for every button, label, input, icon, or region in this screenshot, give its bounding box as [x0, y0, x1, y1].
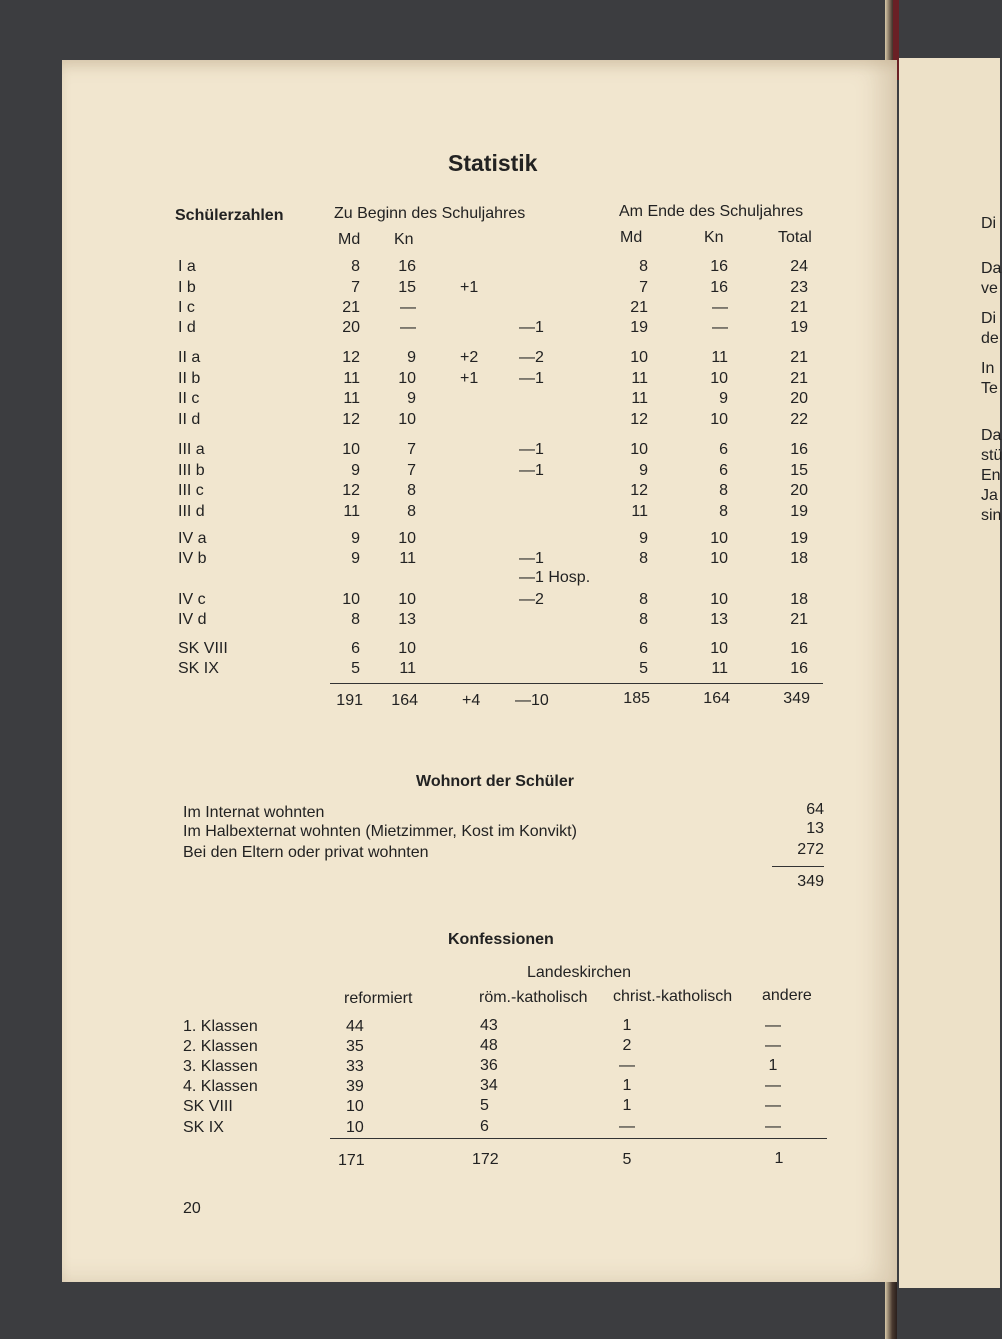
total-value: 21: [790, 349, 808, 366]
begin-kn-value: 9: [407, 349, 416, 366]
reformiert-value: 10: [346, 1119, 364, 1136]
reformiert-value: 44: [346, 1018, 364, 1035]
end-kn-value: 10: [710, 411, 728, 428]
christ-kath-value: —: [619, 1057, 635, 1074]
begin-md-value: 11: [343, 390, 360, 407]
konfession-class-label: SK VIII: [183, 1098, 233, 1115]
right-text: Di: [981, 215, 997, 232]
end-md-value: 12: [630, 482, 648, 499]
right-text: En: [981, 467, 1001, 484]
minus-value: —1 Hosp.: [519, 569, 591, 586]
class-label: SK VIII: [178, 640, 228, 657]
right-text: Da: [981, 260, 1002, 277]
minus-value: —1: [519, 550, 544, 567]
end-heading: Am Ende des Schuljahres: [619, 203, 804, 220]
begin-md-value: 8: [351, 611, 360, 628]
class-label: II b: [178, 370, 201, 387]
minus-value: —1: [519, 370, 544, 387]
end-kn-value: —: [712, 299, 728, 316]
end-md-value: 9: [639, 530, 648, 547]
roem-kath-value: 6: [480, 1118, 489, 1135]
end-md-value: 19: [630, 319, 648, 336]
andere-value: —: [765, 1077, 781, 1094]
begin-heading: Zu Beginn des Schuljahres: [334, 205, 526, 222]
begin-kn-value: 8: [407, 482, 416, 499]
konfession-class-label: 4. Klassen: [183, 1078, 258, 1095]
begin-kn-value: —: [400, 319, 416, 336]
reformiert-value: 33: [346, 1058, 364, 1075]
roem-kath-value: 36: [480, 1057, 498, 1074]
begin-md-value: 9: [351, 530, 360, 547]
andere-value: —: [765, 1017, 781, 1034]
end-kn-value: 10: [710, 530, 728, 547]
total-value: 16: [790, 441, 808, 458]
begin-md-value: 6: [351, 640, 360, 657]
schuelerzahlen-heading: Schülerzahlen: [175, 207, 284, 224]
total-value: 21: [790, 611, 808, 628]
reformiert-value: 10: [346, 1098, 364, 1115]
end-kn-value: 10: [710, 370, 728, 387]
end-md-value: 21: [630, 299, 648, 316]
col-reformiert: reformiert: [344, 990, 413, 1007]
end-md-value: 7: [639, 279, 648, 296]
class-label: SK IX: [178, 660, 219, 677]
col-kn: Kn: [394, 231, 414, 248]
begin-kn-value: —: [400, 299, 416, 316]
wohnort-value: 13: [806, 820, 824, 837]
total-value: 21: [790, 299, 808, 316]
total-value: 24: [790, 258, 808, 275]
plus-total: +4: [462, 692, 481, 709]
roem-kath-value: 43: [480, 1017, 498, 1034]
begin-md-value: 12: [342, 482, 360, 499]
begin-md-value: 7: [351, 279, 360, 296]
begin-kn-value: 10: [398, 411, 416, 428]
begin-kn-value: 8: [407, 503, 416, 520]
class-label: IV c: [178, 591, 206, 608]
konfessionen-heading: Konfessionen: [448, 931, 554, 948]
page-number: 20: [183, 1200, 201, 1217]
minus-value: —1: [519, 441, 544, 458]
end-kn-value: 10: [710, 550, 728, 567]
begin-md-total: 191: [336, 692, 363, 709]
class-label: IV b: [178, 550, 207, 567]
end-md-total: 185: [623, 690, 650, 707]
begin-kn-value: 10: [398, 591, 416, 608]
andere-value: —: [765, 1118, 781, 1135]
begin-md-value: 8: [351, 258, 360, 275]
andere-value: —: [765, 1037, 781, 1054]
minus-value: —1: [519, 319, 544, 336]
right-text: stü: [981, 447, 1002, 464]
class-label: II a: [178, 349, 201, 366]
wohnort-label: Im Halbexternat wohnten (Mietzimmer, Kost im Konvikt): [183, 823, 577, 840]
end-md-value: 9: [639, 462, 648, 479]
right-text: Da: [981, 427, 1002, 444]
christ-kath-total: 5: [622, 1151, 632, 1168]
christ-kath-value: 1: [622, 1077, 632, 1094]
wohnort-value: 64: [806, 801, 824, 818]
minus-value: —2: [519, 349, 544, 366]
end-kn-value: 10: [710, 640, 728, 657]
right-text: In: [981, 360, 995, 377]
end-kn-value: —: [712, 319, 728, 336]
end-kn-value: 6: [719, 462, 728, 479]
total-value: 19: [790, 503, 808, 520]
reformiert-total: 171: [338, 1152, 365, 1169]
begin-kn-value: 10: [398, 640, 416, 657]
end-kn-value: 11: [711, 660, 728, 677]
class-label: I d: [178, 319, 196, 336]
end-md-value: 11: [631, 390, 648, 407]
end-md-value: 5: [639, 660, 648, 677]
plus-value: +1: [460, 370, 479, 387]
konfessionen-rule: [330, 1138, 827, 1139]
landeskirchen-label: Landeskirchen: [527, 964, 632, 981]
end-md-value: 11: [631, 370, 648, 387]
begin-kn-value: 11: [399, 660, 416, 677]
class-label: IV d: [178, 611, 207, 628]
total-value: 20: [790, 390, 808, 407]
end-kn-total: 164: [703, 690, 730, 707]
end-kn-value: 13: [710, 611, 728, 628]
class-label: IV a: [178, 530, 207, 547]
end-kn-value: 11: [711, 349, 728, 366]
total-value: 21: [790, 370, 808, 387]
col-total: Total: [778, 229, 812, 246]
begin-kn-value: 10: [398, 370, 416, 387]
total-value: 15: [790, 462, 808, 479]
roem-kath-value: 34: [480, 1077, 498, 1094]
total-value: 16: [790, 640, 808, 657]
andere-value: 1: [768, 1057, 778, 1074]
totals-rule: [330, 683, 823, 684]
roem-kath-total: 172: [472, 1151, 499, 1168]
plus-value: +2: [460, 349, 479, 366]
begin-md-value: 21: [342, 299, 360, 316]
minus-value: —2: [519, 591, 544, 608]
konfession-class-label: 1. Klassen: [183, 1018, 258, 1035]
class-label: I c: [178, 299, 195, 316]
roem-kath-value: 48: [480, 1037, 498, 1054]
class-label: II c: [178, 390, 200, 407]
roem-kath-value: 5: [480, 1097, 489, 1114]
col-kn-end: Kn: [704, 229, 724, 246]
begin-md-value: 12: [342, 411, 360, 428]
begin-kn-value: 10: [398, 530, 416, 547]
wohnort-label: Bei den Eltern oder privat wohnten: [183, 844, 429, 861]
christ-kath-value: 2: [622, 1037, 632, 1054]
end-kn-value: 16: [710, 258, 728, 275]
total-value: 19: [790, 319, 808, 336]
total-value: 20: [790, 482, 808, 499]
end-kn-value: 16: [710, 279, 728, 296]
begin-md-value: 5: [351, 660, 360, 677]
begin-md-value: 10: [342, 591, 360, 608]
end-md-value: 10: [630, 349, 648, 366]
begin-md-value: 11: [343, 370, 360, 387]
right-page: [899, 58, 1000, 1288]
end-md-value: 11: [631, 503, 648, 520]
end-md-value: 8: [639, 611, 648, 628]
begin-md-value: 9: [351, 462, 360, 479]
col-roem-kath: röm.-katholisch: [479, 989, 588, 1006]
right-text: Di: [981, 310, 997, 327]
begin-md-value: 20: [342, 319, 360, 336]
begin-md-value: 12: [342, 349, 360, 366]
konfession-class-label: SK IX: [183, 1119, 224, 1136]
wohnort-total: 349: [797, 873, 824, 890]
class-label: II d: [178, 411, 201, 428]
right-text: ve: [981, 280, 998, 297]
begin-kn-value: 13: [398, 611, 416, 628]
end-kn-value: 8: [719, 503, 728, 520]
reformiert-value: 39: [346, 1078, 364, 1095]
konfession-class-label: 2. Klassen: [183, 1038, 258, 1055]
begin-md-value: 11: [343, 503, 360, 520]
end-md-value: 10: [630, 441, 648, 458]
total-value: 22: [790, 411, 808, 428]
end-kn-value: 9: [719, 390, 728, 407]
col-md: Md: [338, 231, 361, 248]
begin-kn-total: 164: [391, 692, 418, 709]
total-value: 18: [790, 591, 808, 608]
total-value: 19: [790, 530, 808, 547]
col-andere: andere: [762, 987, 812, 1004]
andere-value: —: [765, 1097, 781, 1114]
page-title: Statistik: [448, 150, 538, 176]
reformiert-value: 35: [346, 1038, 364, 1055]
christ-kath-value: 1: [622, 1097, 632, 1114]
begin-kn-value: 11: [399, 550, 416, 567]
end-md-value: 8: [639, 550, 648, 567]
begin-kn-value: 16: [398, 258, 416, 275]
right-text: Ja: [981, 487, 998, 504]
end-kn-value: 8: [719, 482, 728, 499]
end-md-value: 6: [639, 640, 648, 657]
class-label: III d: [178, 503, 205, 520]
begin-kn-value: 7: [407, 462, 416, 479]
end-md-value: 12: [630, 411, 648, 428]
begin-kn-value: 15: [398, 279, 416, 296]
begin-md-value: 9: [351, 550, 360, 567]
right-text: Te: [981, 380, 998, 397]
col-christ-kath: christ.-katholisch: [613, 988, 733, 1005]
end-md-value: 8: [639, 591, 648, 608]
right-text: sin: [981, 507, 1002, 524]
right-text: de: [981, 330, 999, 347]
class-label: III a: [178, 441, 205, 458]
col-md-end: Md: [620, 229, 643, 246]
begin-md-value: 10: [342, 441, 360, 458]
end-kn-value: 6: [719, 441, 728, 458]
class-label: III c: [178, 482, 204, 499]
minus-value: —1: [519, 462, 544, 479]
wohnort-rule: [772, 866, 824, 867]
wohnort-heading: Wohnort der Schüler: [416, 773, 574, 790]
class-label: I b: [178, 279, 196, 296]
class-label: III b: [178, 462, 205, 479]
grand-total: 349: [783, 690, 810, 707]
begin-kn-value: 7: [407, 441, 416, 458]
class-label: I a: [178, 258, 196, 275]
end-md-value: 8: [639, 258, 648, 275]
wohnort-value: 272: [797, 841, 824, 858]
minus-total: —10: [515, 692, 549, 709]
andere-total: 1: [774, 1150, 784, 1167]
end-kn-value: 10: [710, 591, 728, 608]
wohnort-label: Im Internat wohnten: [183, 804, 325, 821]
konfession-class-label: 3. Klassen: [183, 1058, 258, 1075]
total-value: 23: [790, 279, 808, 296]
plus-value: +1: [460, 279, 479, 296]
begin-kn-value: 9: [407, 390, 416, 407]
total-value: 18: [790, 550, 808, 567]
christ-kath-value: 1: [622, 1017, 632, 1034]
total-value: 16: [790, 660, 808, 677]
christ-kath-value: —: [619, 1118, 635, 1135]
